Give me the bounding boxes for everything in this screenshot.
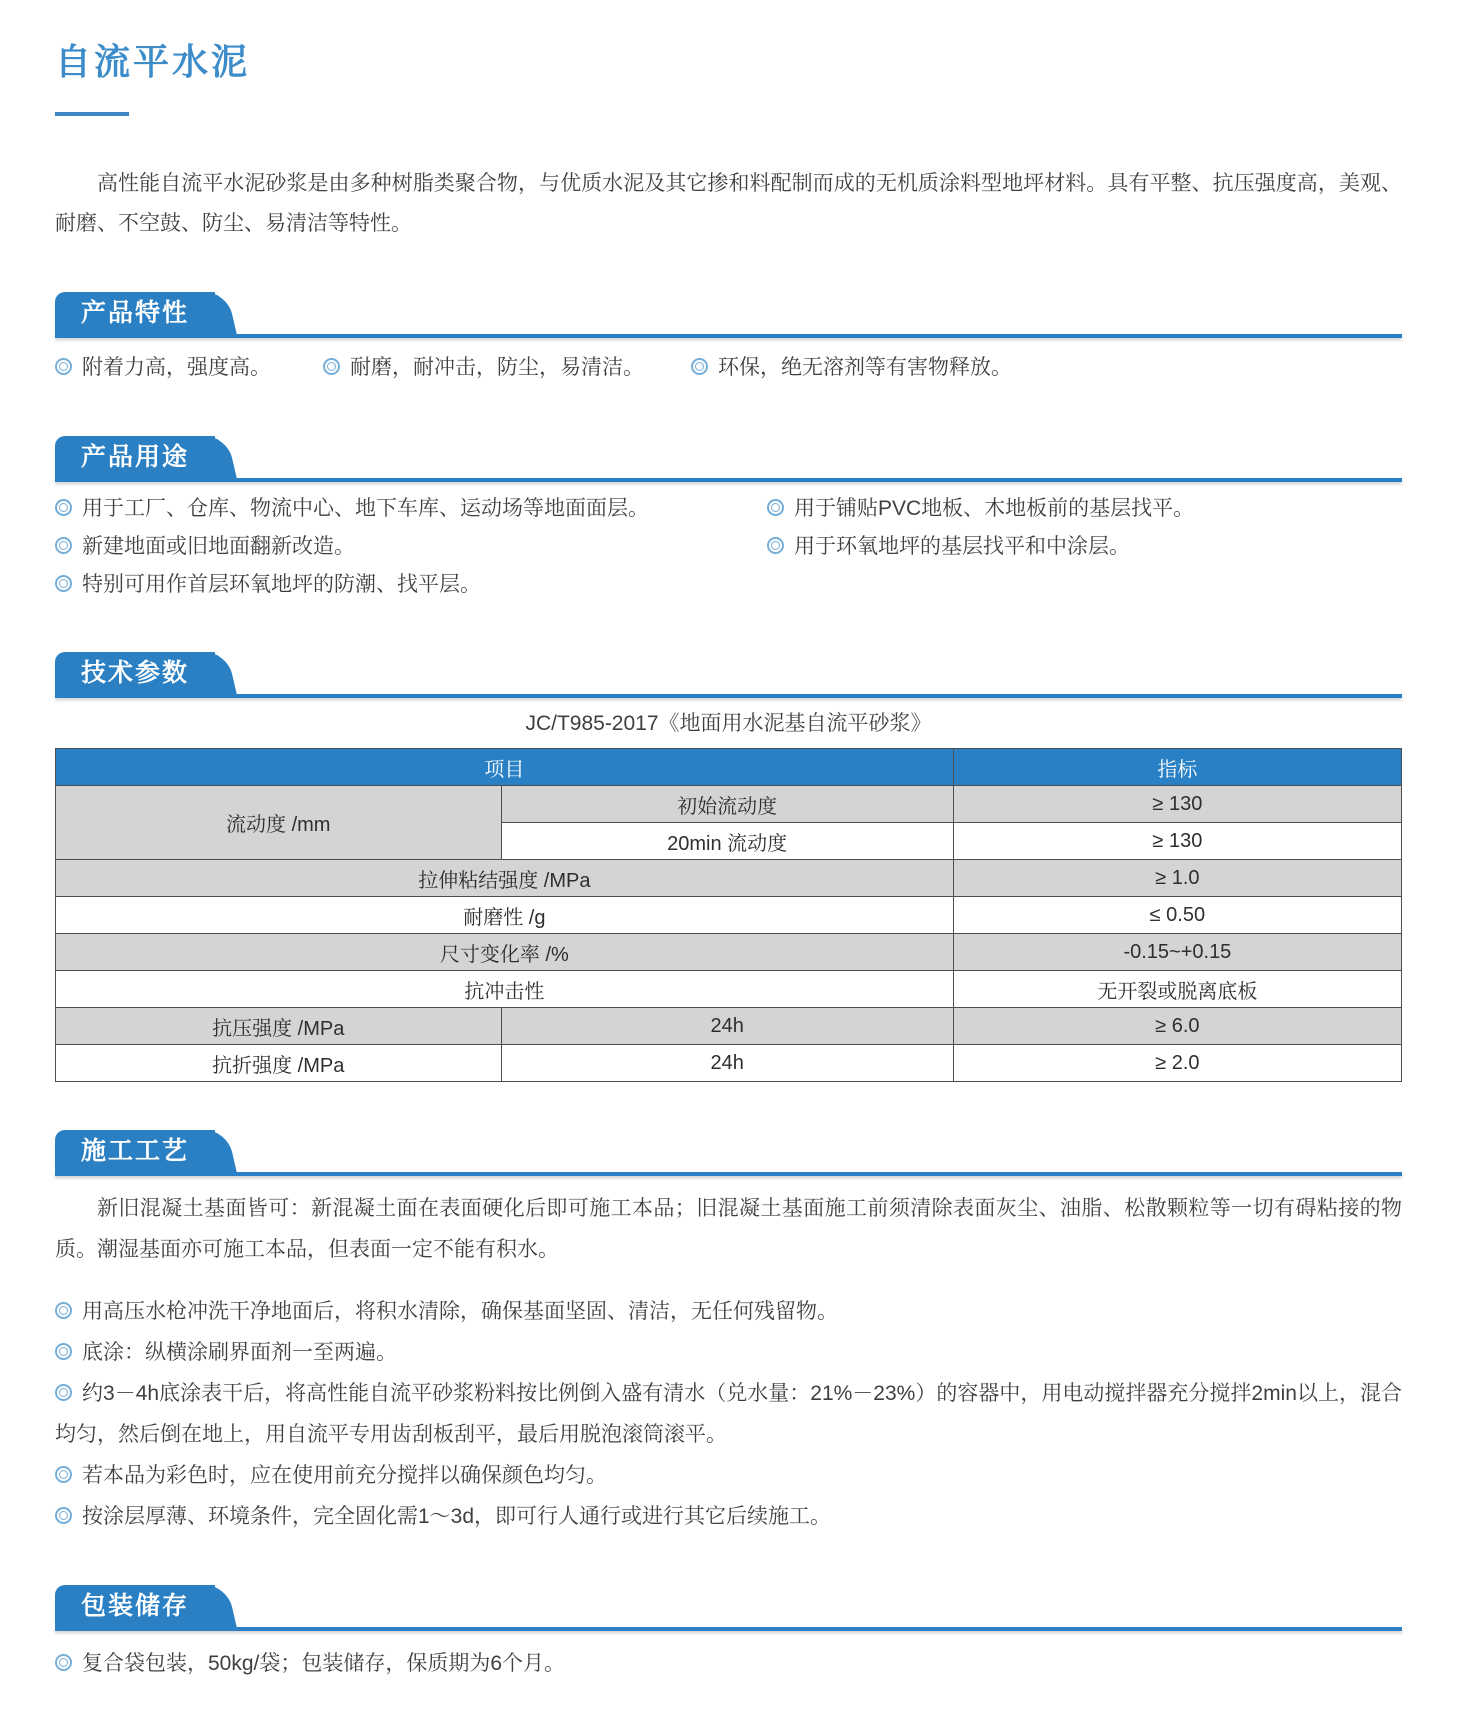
process-step-text: 若本品为彩色时，应在使用前充分搅拌以确保颜色均匀。	[82, 1464, 607, 1488]
table-row	[56, 1008, 1402, 1045]
section-header-packaging	[55, 1585, 1402, 1631]
table-cell: 无开裂或脱离底板	[953, 971, 1401, 1008]
process-step-text: 约3－4h底涂表干后，将高性能自流平砂浆粉料按比例倒入盛有清水（兑水量：21%－23%）的容器中，用电动搅拌器充分搅拌2min以上，混合均匀，然后倒在地上，用自流平专用齿刮板刮平，最后用脱泡滚筒滚平。	[55, 1382, 1402, 1447]
double-circle-bullet-icon	[767, 537, 784, 554]
table-cell: 流动度 /mm	[56, 786, 502, 860]
section-header-tech	[55, 652, 1402, 698]
section-rule	[55, 1627, 1402, 1631]
process-steps-list	[55, 1291, 1402, 1537]
table-cell: ≥ 2.0	[953, 1045, 1401, 1082]
process-step	[55, 1496, 1402, 1537]
section-title: 包装储存	[81, 1592, 190, 1621]
use-text: 新建地面或旧地面翻新改造。	[82, 535, 355, 559]
table-row	[56, 1045, 1402, 1082]
table-row	[56, 897, 1402, 934]
section-header-features	[55, 292, 1402, 338]
section-header-process	[55, 1130, 1402, 1176]
section-title: 施工工艺	[81, 1137, 190, 1166]
use-item	[55, 490, 767, 528]
double-circle-bullet-icon	[767, 499, 784, 516]
double-circle-bullet-icon	[55, 499, 72, 516]
double-circle-bullet-icon	[55, 537, 72, 554]
section-rule	[55, 1172, 1402, 1176]
double-circle-bullet-icon	[55, 1654, 72, 1671]
section-title: 产品用途	[81, 443, 190, 472]
feature-text: 耐磨，耐冲击，防尘，易清洁。	[350, 356, 644, 380]
double-circle-bullet-icon	[55, 575, 72, 592]
packaging-item	[55, 1645, 1402, 1683]
section-tab-tech	[55, 652, 215, 694]
table-cell: -0.15~+0.15	[953, 934, 1401, 971]
table-cell: 24h	[501, 1008, 953, 1045]
table-cell: 抗压强度 /MPa	[56, 1008, 502, 1045]
section-title: 技术参数	[81, 659, 190, 688]
table-cell: ≥ 1.0	[953, 860, 1401, 897]
section-rule	[55, 694, 1402, 698]
feature-text: 环保，绝无溶剂等有害物释放。	[718, 356, 1012, 380]
feature-item	[55, 348, 323, 388]
intro-paragraph: 高性能自流平水泥砂浆是由多种树脂类聚合物，与优质水泥及其它掺和料配制而成的无机质涂料型地坪材料。具有平整、抗压强度高，美观、耐磨、不空鼓、防尘、易清洁等特性。	[55, 172, 1402, 236]
table-row	[56, 934, 1402, 971]
process-step	[55, 1455, 1402, 1496]
uses-list	[55, 490, 1402, 604]
process-step	[55, 1332, 1402, 1373]
table-cell: 20min 流动度	[501, 823, 953, 860]
table-cell: ≤ 0.50	[953, 897, 1401, 934]
table-row	[56, 860, 1402, 897]
double-circle-bullet-icon	[55, 1466, 72, 1483]
uses-right-column	[767, 490, 1402, 604]
table-cell: ≥ 130	[953, 786, 1401, 823]
features-list	[55, 348, 1402, 388]
table-cell: 24h	[501, 1045, 953, 1082]
use-item	[55, 528, 767, 566]
table-header-row	[56, 749, 1402, 786]
section-tab-uses	[55, 436, 215, 478]
double-circle-bullet-icon	[55, 358, 72, 375]
section-rule	[55, 334, 1402, 338]
use-text: 用于铺贴PVC地板、木地板前的基层找平。	[794, 497, 1195, 521]
table-cell: 尺寸变化率 /%	[56, 934, 954, 971]
process-step-text: 用高压水枪冲洗干净地面后，将积水清除，确保基面坚固、清洁，无任何残留物。	[82, 1300, 838, 1324]
use-item	[767, 490, 1402, 528]
process-step-text: 按涂层厚薄、环境条件，完全固化需1～3d，即可行人通行或进行其它后续施工。	[82, 1505, 832, 1529]
table-header-cell-item: 项目	[56, 749, 954, 786]
double-circle-bullet-icon	[55, 1384, 72, 1401]
section-rule	[55, 478, 1402, 482]
table-header-cell-index: 指标	[953, 749, 1401, 786]
tech-spec-table	[55, 748, 1402, 1082]
uses-left-column	[55, 490, 767, 604]
section-tab-process	[55, 1130, 215, 1172]
table-cell: 初始流动度	[501, 786, 953, 823]
feature-item	[691, 348, 1012, 388]
section-title: 产品特性	[81, 299, 190, 328]
table-caption: JC/T985-2017《地面用水泥基自流平砂浆》	[525, 712, 932, 736]
double-circle-bullet-icon	[55, 1302, 72, 1319]
table-cell: 抗折强度 /MPa	[56, 1045, 502, 1082]
table-cell: 拉伸粘结强度 /MPa	[56, 860, 954, 897]
double-circle-bullet-icon	[55, 1507, 72, 1524]
process-step	[55, 1373, 1402, 1455]
use-item	[767, 528, 1402, 566]
use-text: 特别可用作首层环氧地坪的防潮、找平层。	[82, 573, 481, 597]
section-tab-packaging	[55, 1585, 215, 1627]
table-row	[56, 786, 1402, 823]
double-circle-bullet-icon	[691, 358, 708, 375]
feature-text: 附着力高，强度高。	[82, 356, 271, 380]
title-underline-bar	[55, 112, 129, 116]
feature-item	[323, 348, 691, 388]
table-cell: ≥ 130	[953, 823, 1401, 860]
use-text: 用于环氧地坪的基层找平和中涂层。	[794, 535, 1130, 559]
table-cell: 抗冲击性	[56, 971, 954, 1008]
double-circle-bullet-icon	[55, 1343, 72, 1360]
section-header-uses	[55, 436, 1402, 482]
packaging-list	[55, 1645, 1402, 1683]
process-step-text: 底涂：纵横涂刷界面剂一至两遍。	[82, 1341, 397, 1365]
table-cell: 耐磨性 /g	[56, 897, 954, 934]
use-item	[55, 566, 767, 604]
table-row	[56, 971, 1402, 1008]
section-tab-features	[55, 292, 215, 334]
process-step	[55, 1291, 1402, 1332]
double-circle-bullet-icon	[323, 358, 340, 375]
table-cell: ≥ 6.0	[953, 1008, 1401, 1045]
page-title: 自流平水泥	[55, 41, 251, 83]
process-intro-paragraph: 新旧混凝土基面皆可：新混凝土面在表面硬化后即可施工本品；旧混凝土基面施工前须清除表面灰尘、油脂、松散颗粒等一切有碍粘接的物质。潮湿基面亦可施工本品，但表面一定不能有积水。	[55, 1197, 1402, 1262]
use-text: 用于工厂、仓库、物流中心、地下车库、运动场等地面面层。	[82, 497, 649, 521]
packaging-text: 复合袋包装，50kg/袋；包装储存，保质期为6个月。	[82, 1652, 566, 1676]
